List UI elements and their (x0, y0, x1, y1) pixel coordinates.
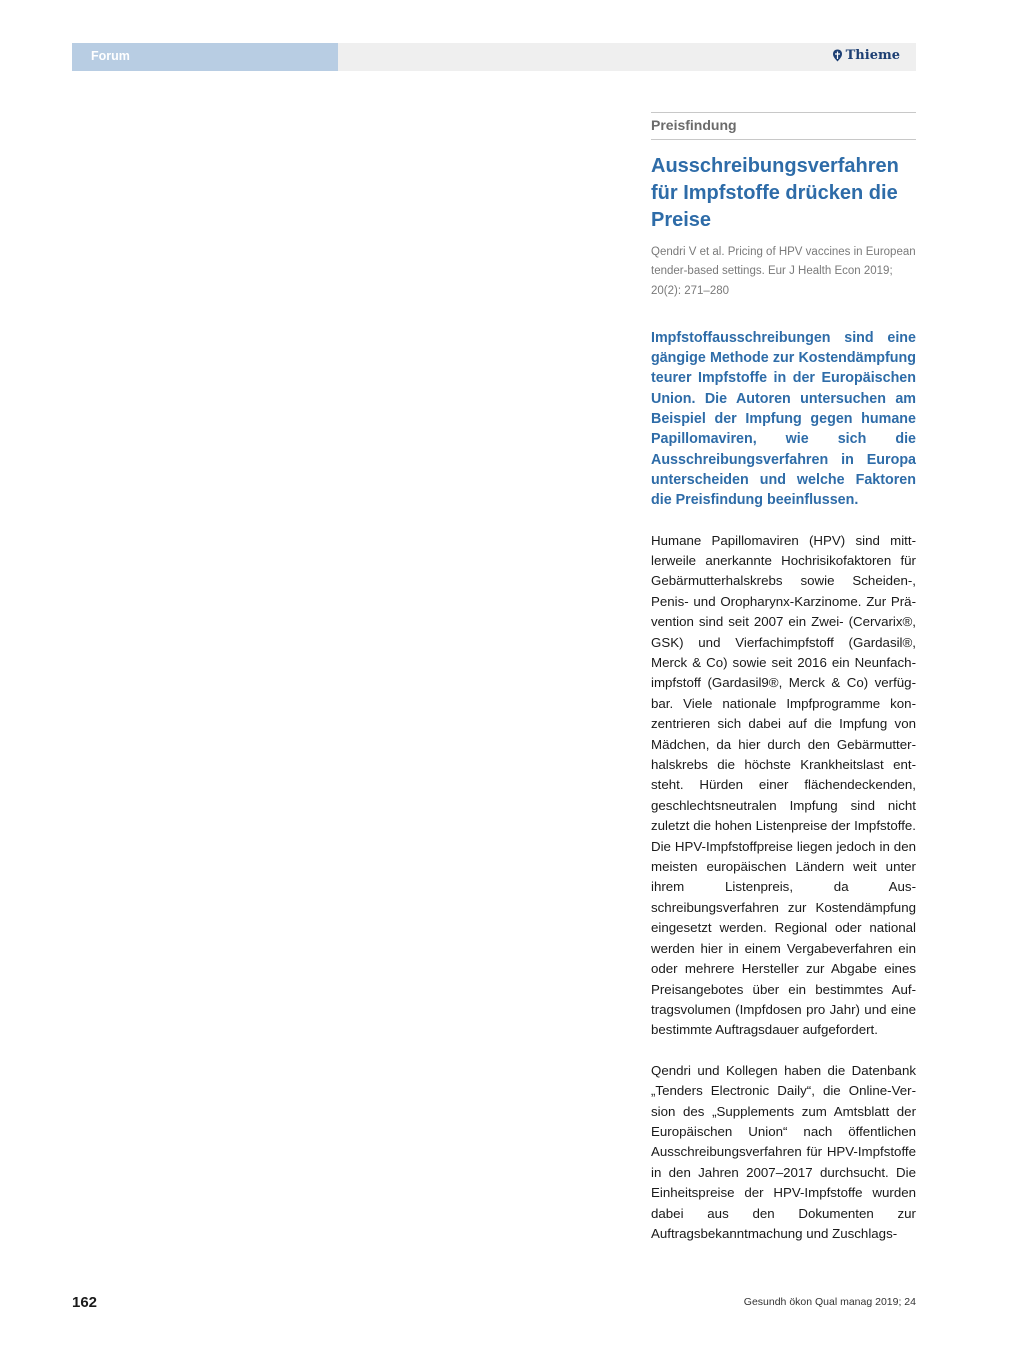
page-number: 162 (72, 1294, 98, 1311)
section-tab (72, 43, 338, 71)
article-title: Ausschreibungsverfahren für Impfstoffe drücken die Preise (651, 155, 899, 231)
publisher-logo (832, 48, 900, 63)
body-paragraph: Humane Papillomaviren (HPV) sind mittlerweile anerkannte Hochrisikofaktoren für Gebärmutterhalskrebs sowie Scheiden-, Penis- und Oropharynx-Karzinome. Zur Prävention sind seit 2007 ein Zwei- (Cervarix®, GSK) und Vierfachimpfstoff (Gardasil®, Merck & Co) sowie seit 2016 ein Neunfachimpfstoff (Gardasil9®, Merck & Co) verfügbar. Viele nationale Impfprogramme konzentrieren sich dabei auf die Impfung von Mädchen, da hier durch den Gebärmutterhalskrebs die höchste Krankheitslast entsteht. Hürden einer flächendeckenden, geschlechtsneutralen Impfung sind nicht zuletzt die hohen Listenpreise der Impfstoffe. Die HPV-Impfstoffpreise liegen jedoch in den meisten europäischen Ländern weit unter ihrem Listenpreis, da Ausschreibungsverfahren zur Kostendämpfung eingesetzt werden. Regional oder national werden hier in einem Vergabeverfahren ein oder mehrere Hersteller zur Abgabe eines Preisangebotes über ein bestimmtes Auftragsvolumen (Impfdosen pro Jahr) und eine bestimmte Auftragsdauer aufgefordert. (651, 532, 916, 1038)
thieme-emblem-icon (832, 49, 843, 62)
article-column (651, 112, 916, 1244)
article-category: Preisfindung (651, 117, 737, 133)
header-bar (72, 43, 916, 71)
article-lead: Impfstoffausschreibungen sind eine gängige Methode zur Kostendämpfung teurer Impfstoffe in der Europäischen Union. Die Autoren untersuchen am Beispiel der Impfung gegen humane Papillomaviren, wie sich die Ausschreibungsverfahren in Europa unterscheiden und welche Faktoren die Preisfindung beeinflussen. (651, 329, 916, 509)
section-label: Forum (91, 49, 130, 63)
journal-reference: Gesundh ökon Qual manag 2019; 24 (743, 1296, 916, 1308)
article-citation: Qendri V et al. Pricing of HPV vaccines in European tender-based settings. Eur J Health Econ 2019; 20(2): 271–280 (651, 246, 916, 297)
body-paragraph: Qendri und Kollegen haben die Datenbank „Tenders Electronic Daily“, die Online-Version des „Supplements zum Amtsblatt der Europäischen Union“ nach öffentlichen Ausschreibungsverfahren für HPV-Impfstoffe in den Jahren 2007–2017 durchsucht. Die Einheitspreise der HPV-Impfstoffe wurden dabei aus den Dokumenten zur Auftragsbekanntmachung und Zuschlags- (651, 1062, 916, 1241)
publisher-name: Thieme (845, 48, 900, 63)
category-rule-bottom (651, 139, 916, 140)
